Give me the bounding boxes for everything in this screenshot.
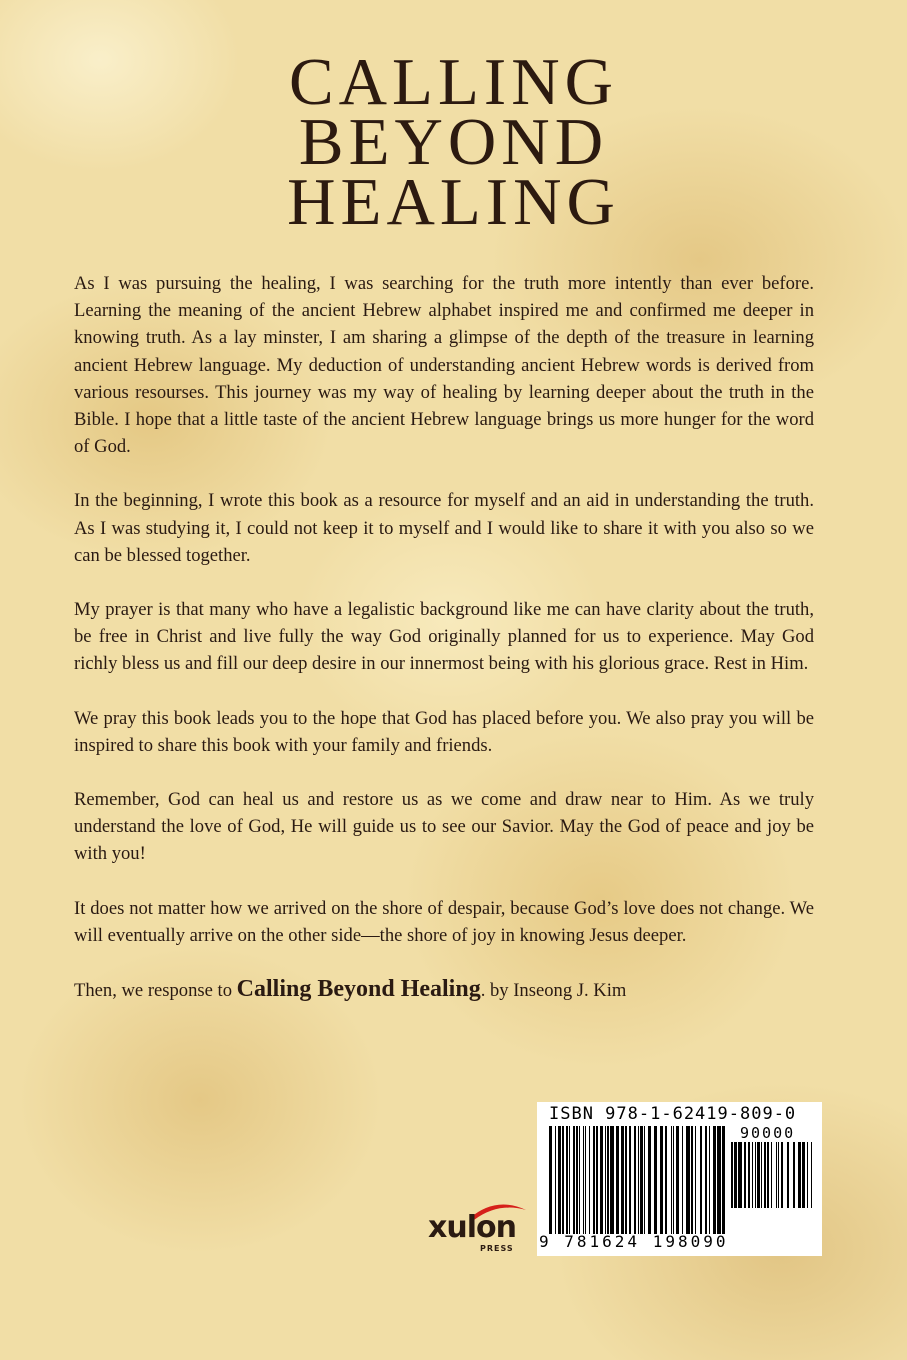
publisher-logo (428, 1200, 528, 1260)
barcode-bar (549, 1126, 552, 1234)
barcode-bar (778, 1142, 779, 1208)
barcode-bar (767, 1142, 769, 1208)
barcode-bar (648, 1126, 651, 1234)
barcode-bar (607, 1126, 609, 1234)
paragraph-1: As I was pursuing the healing, I was searching for the truth more intently than ever before. Learning the meaning of the ancient Hebrew alphabet inspired me and confirmed me deeper in knowing truth. As a lay minster, I am sharing a glimpse of the depth of the treasure in learning ancient Hebrew language. My deduction of understanding ancient Hebrew words is derived from various resourses. This journey was my way of healing by learning deeper about the truth in the Bible. I hope that a little taste of the ancient Hebrew language brings us more hunger for the word of God. (74, 273, 814, 458)
barcode-bar (562, 1126, 564, 1234)
back-cover-blurb (74, 270, 814, 1031)
barcode-bar (593, 1126, 595, 1234)
barcode-bar (660, 1126, 663, 1234)
barcode-bar (634, 1126, 636, 1234)
closing-suffix: . by Inseong J. Kim (480, 980, 627, 1002)
barcode-bar (738, 1142, 742, 1208)
paragraph-4: We pray this book leads you to the hope that God has placed before you. We also pray you will be inspired to share this book with your family and friends. (74, 707, 814, 756)
barcode-bar (558, 1126, 561, 1234)
barcode-bar (644, 1126, 645, 1234)
barcode-bar (682, 1126, 683, 1234)
title-line-2: BEYOND (298, 105, 609, 179)
barcode-bar (744, 1142, 746, 1208)
barcode-bar (771, 1142, 772, 1208)
title-line-3: HEALING (287, 165, 620, 239)
barcode-bar (722, 1126, 725, 1234)
barcode-bar (555, 1126, 556, 1234)
barcode-bar (802, 1142, 805, 1208)
barcode-bar (579, 1126, 580, 1234)
barcode-bar (709, 1126, 710, 1234)
paragraph-6: It does not matter how we arrived on the shore of despair, because God’s love does not change. We will eventually arrive on the other side—the shore of joy in knowing Jesus deeper. (74, 897, 814, 946)
barcode-bar (717, 1126, 721, 1234)
title-line-1: CALLING (288, 45, 618, 119)
publisher-name: xulon (428, 1210, 516, 1245)
barcode-bar (781, 1142, 783, 1208)
barcode-bar (764, 1142, 766, 1208)
closing-line (74, 976, 814, 1004)
barcode-bar (596, 1126, 598, 1234)
barcode-bar (625, 1126, 627, 1234)
barcode-bar (673, 1126, 674, 1234)
closing-prefix: Then, we response to (74, 980, 237, 1002)
barcode-bar (585, 1126, 586, 1234)
barcode-bar (629, 1126, 631, 1234)
barcode-bar (787, 1142, 789, 1208)
ean-digits: 9 781624 198090 (539, 1232, 729, 1251)
barcode-bar (589, 1126, 590, 1234)
barcode-bar (731, 1142, 733, 1208)
barcode-bar (807, 1142, 808, 1208)
barcode-bar (761, 1142, 762, 1208)
barcode-bar (705, 1126, 707, 1234)
closing-book-title: Calling Beyond Healing (236, 976, 481, 1003)
barcode-bar (621, 1126, 624, 1234)
barcode-bar (665, 1126, 667, 1234)
book-title-heading (0, 45, 907, 239)
price-code: 90000 (740, 1124, 796, 1142)
barcode-bar (691, 1126, 693, 1234)
barcode-bar (686, 1126, 690, 1234)
barcode-bar (798, 1142, 801, 1208)
barcode-bar (695, 1126, 696, 1234)
paragraph-3: My prayer is that many who have a legalistic background like me can have clarity about the truth, be free in Christ and live fully the way God originally planned for us to experience. May God richly bless us and fill our deep desire in our innermost being with his glorious grace. Rest in Him. (74, 599, 814, 675)
paragraph-2: In the beginning, I wrote this book as a resource for myself and an aid in understanding the truth. As I was studying it, I could not keep it to myself and I would like to share it with you also so we can be blessed together. (74, 490, 814, 566)
paragraph-5: Remember, God can heal us and restore us as we come and draw near to Him. As we truly understand the love of God, He will guide us to see our Savior. May the God of peace and joy be with you! (74, 789, 814, 865)
barcode-bar (654, 1126, 657, 1234)
barcode-bar (676, 1126, 679, 1234)
barcode-bar (616, 1126, 619, 1234)
barcode-bar (748, 1142, 750, 1208)
barcode-bar (569, 1126, 570, 1234)
isbn-barcode (537, 1102, 822, 1256)
barcode-bar (793, 1142, 795, 1208)
barcode-bar (583, 1126, 584, 1234)
barcode-bar (734, 1142, 737, 1208)
barcode-bar (566, 1126, 568, 1234)
barcode-bar (671, 1126, 672, 1234)
barcode-bar (638, 1126, 639, 1234)
barcode-bar (640, 1126, 643, 1234)
barcode-bar (600, 1126, 603, 1234)
barcode-bar (757, 1142, 760, 1208)
barcode-bar (573, 1126, 575, 1234)
barcode-bar (811, 1142, 812, 1208)
barcode-main-bars (549, 1126, 727, 1234)
barcode-bar (576, 1126, 578, 1234)
barcode-bar (752, 1142, 753, 1208)
barcode-bar (713, 1126, 716, 1234)
barcode-bar (605, 1126, 606, 1234)
barcode-bar (776, 1142, 777, 1208)
barcode-addon-bars (731, 1142, 813, 1248)
barcode-bar (700, 1126, 702, 1234)
publisher-sub: PRESS (480, 1244, 514, 1253)
barcode-bar (755, 1142, 756, 1208)
isbn-text: ISBN 978-1-62419-809-0 (549, 1104, 797, 1124)
barcode-bar (610, 1126, 614, 1234)
